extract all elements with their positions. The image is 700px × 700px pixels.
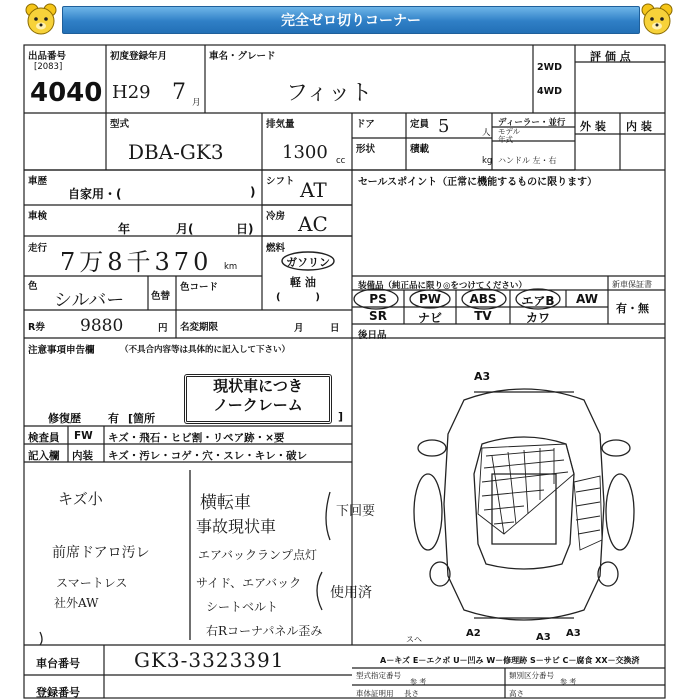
- record-interior: 内装: [72, 450, 93, 462]
- color-change-label: 色替: [151, 291, 171, 302]
- inspection-label: 車検: [28, 211, 48, 222]
- model-cert-label: 型式指定番号: [356, 671, 401, 680]
- note-smartless: スマートレス: [56, 576, 128, 590]
- stamp-line-2: ノークレーム: [213, 396, 303, 414]
- rear-items-label: 後日品: [358, 330, 387, 341]
- equip-pw: PW: [418, 292, 442, 306]
- evaluation-label: 評 価 点: [590, 50, 631, 63]
- warranty-value: 有・無: [616, 302, 649, 315]
- fuel-label: 燃料: [266, 243, 286, 254]
- car-name-label: 車名・グレード: [209, 51, 276, 62]
- displacement-value: 1300: [282, 142, 328, 163]
- note-door-dirt: 前席ドアロ汚レ: [52, 545, 150, 561]
- registration-label: 初度登録年月: [110, 51, 168, 62]
- color-code-label: 色コード: [180, 282, 219, 293]
- fuel-other: ( ): [276, 292, 320, 303]
- category-ref: 参 考: [560, 678, 577, 686]
- chassis-label: 車台番号: [36, 657, 80, 670]
- body-cert-label: 車体証明用: [356, 689, 394, 698]
- inspector-items: キズ・飛石・ヒビ割・リペア跡・×要: [108, 432, 285, 444]
- registration-month-unit: 月: [192, 98, 201, 108]
- banner-title: 完全ゼロ切りコーナー: [281, 13, 421, 29]
- inspection-day: 日): [236, 222, 254, 236]
- inspection-month: 月(: [176, 222, 194, 236]
- note-underbody: 下回要: [336, 504, 376, 519]
- registration-month: 7: [172, 80, 186, 105]
- damage-legend: A－キズ E－エクボ U－凹み W－修理跡 S－サビ C－腐食 XX－交換済: [380, 656, 640, 665]
- recycle-label: R券: [28, 322, 45, 333]
- capacity-value: 5: [438, 116, 450, 137]
- fuel-diesel: 軽 油: [290, 276, 316, 289]
- equip-navi: ナビ: [417, 311, 442, 325]
- model-label: 型式: [110, 119, 130, 130]
- length-label: 長さ: [404, 689, 419, 698]
- warranty-label: 新車保証書: [612, 280, 652, 289]
- equip-leather: カワ: [525, 311, 550, 325]
- capacity-label: 定員: [410, 119, 430, 130]
- note-accident: 事故現状車: [196, 517, 277, 536]
- mark-a3-right: A3: [566, 628, 581, 639]
- notes-hint: （不具合内容等は具体的に記入して下さい）: [120, 345, 291, 355]
- inspector-label: 検査員: [28, 432, 60, 444]
- name-change-label: 名変期限: [180, 322, 219, 333]
- handle-label: ハンドル 左・右: [498, 156, 557, 165]
- door-label: ドア: [356, 119, 375, 130]
- history-close: ): [250, 185, 256, 199]
- note-aftermarket-aw: 社外AW: [54, 596, 99, 610]
- capacity-unit: 人: [482, 128, 491, 138]
- ac-label: 冷房: [266, 211, 286, 222]
- equip-ps: PS: [369, 292, 387, 306]
- note-used: 使用済: [330, 585, 372, 601]
- load-label: 積載: [410, 144, 430, 155]
- lot-sub-number: [2083]: [34, 62, 63, 72]
- equip-tv: TV: [474, 309, 492, 323]
- note-rollover: 横転車: [200, 493, 251, 513]
- recycle-value: 9880: [80, 316, 124, 336]
- car-name: フィット: [286, 81, 373, 106]
- mileage-unit: km: [224, 262, 238, 272]
- note-corner-panel: 右Rコーナパネル歪み: [206, 624, 323, 638]
- color-value: シルバー: [54, 290, 125, 311]
- notes-label: 注意事項申告欄: [28, 345, 95, 356]
- mark-suhe: スヘ: [406, 635, 422, 644]
- name-change-day: 日: [330, 323, 340, 334]
- note-side-airbag: サイド、エアバック: [196, 576, 302, 590]
- height-label: 高さ: [509, 689, 524, 698]
- repair-close: ]: [338, 410, 344, 423]
- color-label: 色: [28, 281, 38, 292]
- repair-value: 有: [108, 412, 119, 425]
- name-change-month: 月: [294, 323, 304, 334]
- record-items: キズ・汚レ・コゲ・穴・スレ・キレ・破レ: [108, 450, 308, 462]
- lot-label: 出品番号: [28, 51, 67, 62]
- stamp-line-1: 現状車につき: [213, 377, 303, 395]
- drive-4wd: 4WD: [537, 86, 562, 97]
- equip-airbag: エアB: [521, 294, 555, 308]
- sales-point-label: セールスポイント（正常に機能するものに限ります）: [358, 177, 598, 188]
- displacement-label: 排気量: [266, 119, 295, 130]
- load-unit: kg: [482, 156, 493, 166]
- recycle-unit: 円: [158, 323, 168, 334]
- mark-a2: A2: [466, 628, 481, 639]
- fuel-gasoline: ガソリン: [286, 256, 330, 269]
- displacement-unit: cc: [336, 156, 346, 166]
- note-airbag-lamp: エアバックランプ点灯: [198, 548, 318, 562]
- lot-number: 4040: [30, 78, 103, 108]
- mark-a3-top: A3: [474, 370, 491, 383]
- registration-number-label: 登録番号: [36, 686, 80, 699]
- car-damage-diagram: [404, 364, 644, 640]
- equip-sr: SR: [369, 309, 387, 323]
- exterior-label: 外 装: [580, 120, 606, 133]
- repair-label: 修復歴: [48, 412, 81, 425]
- interior-label: 内 装: [626, 120, 652, 133]
- equip-abs: ABS: [469, 292, 497, 306]
- repair-bracket: [箇所: [128, 412, 156, 425]
- registration-year: H29: [112, 82, 151, 103]
- category-label: 類別区分番号: [509, 671, 554, 680]
- mark-a3-bottom: A3: [536, 632, 551, 643]
- mileage-value: 7万8千370: [60, 248, 213, 276]
- shift-label: シフト: [266, 176, 295, 187]
- equipment-label: 装備品（純正品に限り◎をつけてください）: [358, 281, 527, 291]
- shift-value: AT: [300, 178, 327, 202]
- equip-aw: AW: [576, 292, 598, 306]
- inspection-year: 年: [118, 222, 131, 236]
- note-scratch-small: キズ小: [58, 490, 103, 508]
- history-label: 車歴: [28, 176, 48, 187]
- inspector-fw: FW: [74, 430, 93, 442]
- ac-value: AC: [298, 212, 328, 236]
- model-year-label: モデル 年式: [498, 127, 521, 144]
- note-seatbelt: シートベルト: [206, 600, 279, 614]
- model-cert-ref: 参 考: [410, 678, 427, 686]
- mileage-label: 走行: [28, 243, 48, 254]
- model-value: DBA-GK3: [128, 140, 224, 164]
- history-value: 自家用・(: [68, 187, 122, 201]
- drive-2wd: 2WD: [537, 62, 562, 73]
- shape-label: 形状: [356, 144, 376, 155]
- chassis-number: GK3-3323391: [134, 648, 285, 672]
- record-label: 記入欄: [28, 450, 60, 462]
- dealer-label: ディーラー・並行: [498, 118, 566, 128]
